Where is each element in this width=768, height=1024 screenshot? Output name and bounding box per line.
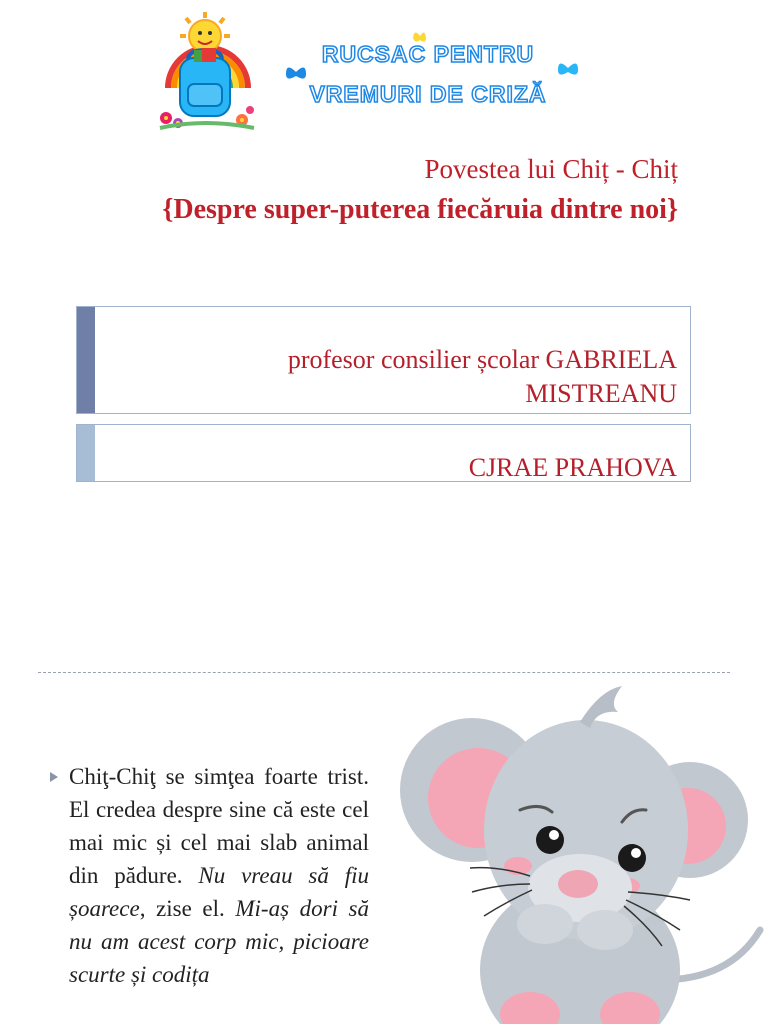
institution-name: CJRAE PRAHOVA [468, 453, 677, 482]
story-quote-1: Nu vreau să fiu șoarece [69, 863, 370, 921]
accent-bar [77, 425, 95, 481]
slide-divider [38, 672, 730, 673]
author-line1: profesor consilier școlar GABRIELA [287, 345, 677, 374]
logo-text-line1: RUCSAC PENTRU [321, 41, 535, 67]
story-text-2: , zise el. [139, 896, 236, 921]
institution-box [76, 424, 691, 482]
rucsac-logo [150, 10, 580, 135]
sad-mouse-illustration [400, 680, 768, 1024]
story-subtitle: {Despre super-puterea fiecăruia dintre noi} [162, 194, 678, 225]
bullet-arrow-icon [49, 771, 59, 783]
author-box [76, 306, 691, 414]
story-text-1: Chiţ-Chiţ se simţea foarte trist. El credea despre sine că este cel mai mic și cel mai slab animal din pădure. [69, 764, 369, 888]
story-title: Povestea lui Chiț - Chiț [424, 154, 678, 184]
author-name [177, 343, 677, 411]
story-paragraph [69, 760, 369, 991]
logo-text-line2: VREMURI DE CRIZĂ [309, 81, 547, 107]
author-line2: MISTREANU [525, 379, 677, 408]
accent-bar [77, 307, 95, 413]
sun-icon [180, 12, 230, 52]
backpack-icon [180, 48, 230, 116]
story-quote-2: Mi-aș dori să nu am acest corp mic, picioare scurte și codița [69, 896, 370, 987]
